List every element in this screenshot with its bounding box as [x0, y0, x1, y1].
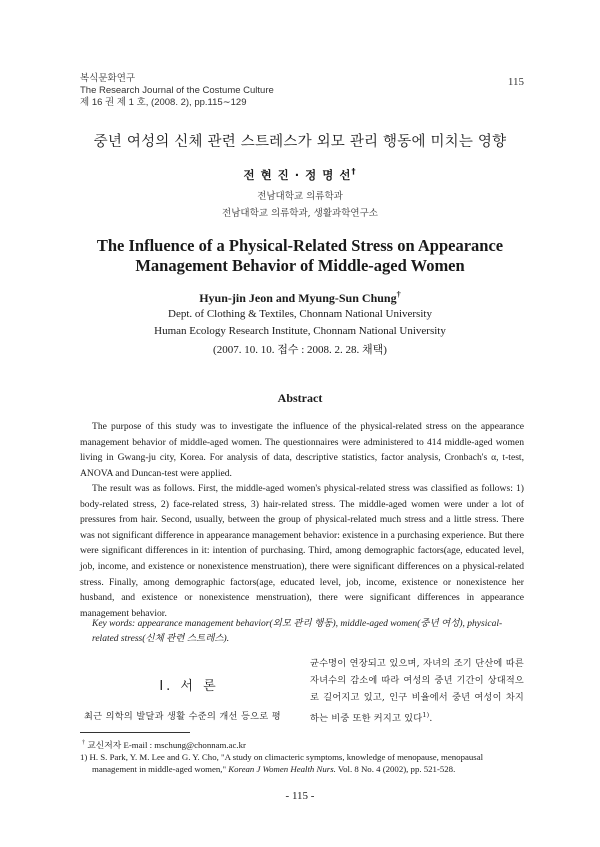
abstract-paragraph-1 [80, 419, 524, 481]
abstract-paragraph-2-text: The result was as follows. First, the middle-aged women's physical-related stress was classified as follows: 1) body-related stress, 2) face-related stress, 3) hair-related stress. The middle-aged women were under a lot of pressures from hair. Second, usually, between the group of physical-related much stress and a little stress. There was not significant difference in appearance management behavior: existence in a purchasing experience. But there were significant differences in it: intention of purchasing. Third, among demographic factors(age, educated level, job, income, and existence or nonexistence menstruation), there were significant differences on a physical-related stress. Finally, among demographic factors(age, educated level, job, income, existence or nonexistence her husband, and existence or nonexistence menstruation), there were significant differences in appearance management behavior. [80, 483, 524, 619]
reference-1-text-b: Vol. 8 No. 4 (2002), pp. 521-528. [335, 763, 456, 774]
journal-name-en: The Research Journal of the Costume Culture [80, 85, 274, 96]
abstract-paragraph-2 [80, 481, 524, 621]
journal-name-kr: 복식문화연구 [80, 73, 136, 84]
korean-authors-names: 전 현 진 · 정 명 선 [243, 168, 352, 182]
english-affiliation-2: Human Ecology Research Institute, Chonnam National University [154, 325, 446, 337]
footnote-divider [80, 732, 190, 733]
english-authors [0, 290, 600, 306]
section-title: Ⅰ. 서 론 [159, 679, 219, 694]
keywords-text: appearance management behavior(외모 관리 행동), middle-aged women(중년 여성), physical-related stress(신체 관련 스트레스). [92, 619, 503, 644]
footnotes [80, 737, 526, 775]
section-left-column-text: 최근 의학의 발달과 생활 수준의 개선 등으로 평 [84, 711, 281, 722]
korean-authors [0, 167, 600, 183]
english-title-line-2: Management Behavior of Middle-aged Women [135, 256, 465, 275]
korean-affiliation-1: 전남대학교 의류학과 [257, 191, 343, 202]
page-number-top: 115 [507, 76, 524, 88]
korean-affiliation-2: 전남대학교 의류학과, 생활과학연구소 [222, 208, 378, 219]
reference-1-text-a: 1) H. S. Park, Y. M. Lee and G. Y. Cho, "A study on climacteric symptoms, knowledge of menopause, menopausal management in middle-aged women," [80, 751, 484, 774]
english-affiliation-1: Dept. of Clothing & Textiles, Chonnam National University [168, 308, 432, 320]
keywords [92, 617, 524, 647]
journal-issue: 제 16 권 제 1 호, (2008. 2), pp.115∼129 [80, 97, 247, 108]
corresponding-mark: † [82, 740, 86, 746]
english-title [0, 236, 600, 276]
english-authors-names: Hyun-jin Jeon and Myung-Sun Chung [199, 291, 397, 305]
english-title-line-1: The Influence of a Physical-Related Stress on Appearance [96, 236, 504, 255]
reference-1-journal: Korean J Women Health Nurs. [228, 763, 336, 774]
reference-footnote-1 [80, 751, 526, 775]
section-right-column [310, 655, 524, 727]
corresponding-author-note [80, 737, 526, 751]
section-right-column-text: 균수명이 연장되고 있으며, 자녀의 조기 단산에 따른 자녀수의 감소에 따라 여성의 중년 기간이 상대적으로 길어지고 있고, 인구 비율에서 중년 여성이 차지하는 비중 또한 커지고 있다 [310, 658, 524, 724]
abstract-heading: Abstract [277, 391, 323, 405]
english-author-mark: † [396, 290, 401, 299]
keywords-label: Key words: [92, 619, 136, 629]
received-accepted-dates: (2007. 10. 10. 접수 : 2008. 2. 28. 채택) [213, 344, 387, 356]
page-number-bottom: - 115 - [285, 790, 315, 802]
section-right-column-end: . [429, 712, 433, 724]
journal-header [80, 73, 274, 109]
korean-title: 중년 여성의 신체 관련 스트레스가 외모 관리 행동에 미치는 영향 [93, 134, 507, 150]
corresponding-email: 교신저자 E-mail : mschung@chonnam.ac.kr [87, 739, 246, 750]
abstract-paragraph-1-text: The purpose of this study was to investigate the influence of the physical-related stress on the appearance management behavior of middle-aged women. The questionnaires were administered to 414 middle-aged women living in Gwang-ju city, Korea. For analysis of data, descriptive statistics, factor analysis, Cronbach's α, t-test, ANOVA and Duncan-test were applied. [80, 421, 524, 479]
section-reference-mark: 1) [422, 710, 430, 719]
korean-author-mark: † [351, 167, 357, 177]
